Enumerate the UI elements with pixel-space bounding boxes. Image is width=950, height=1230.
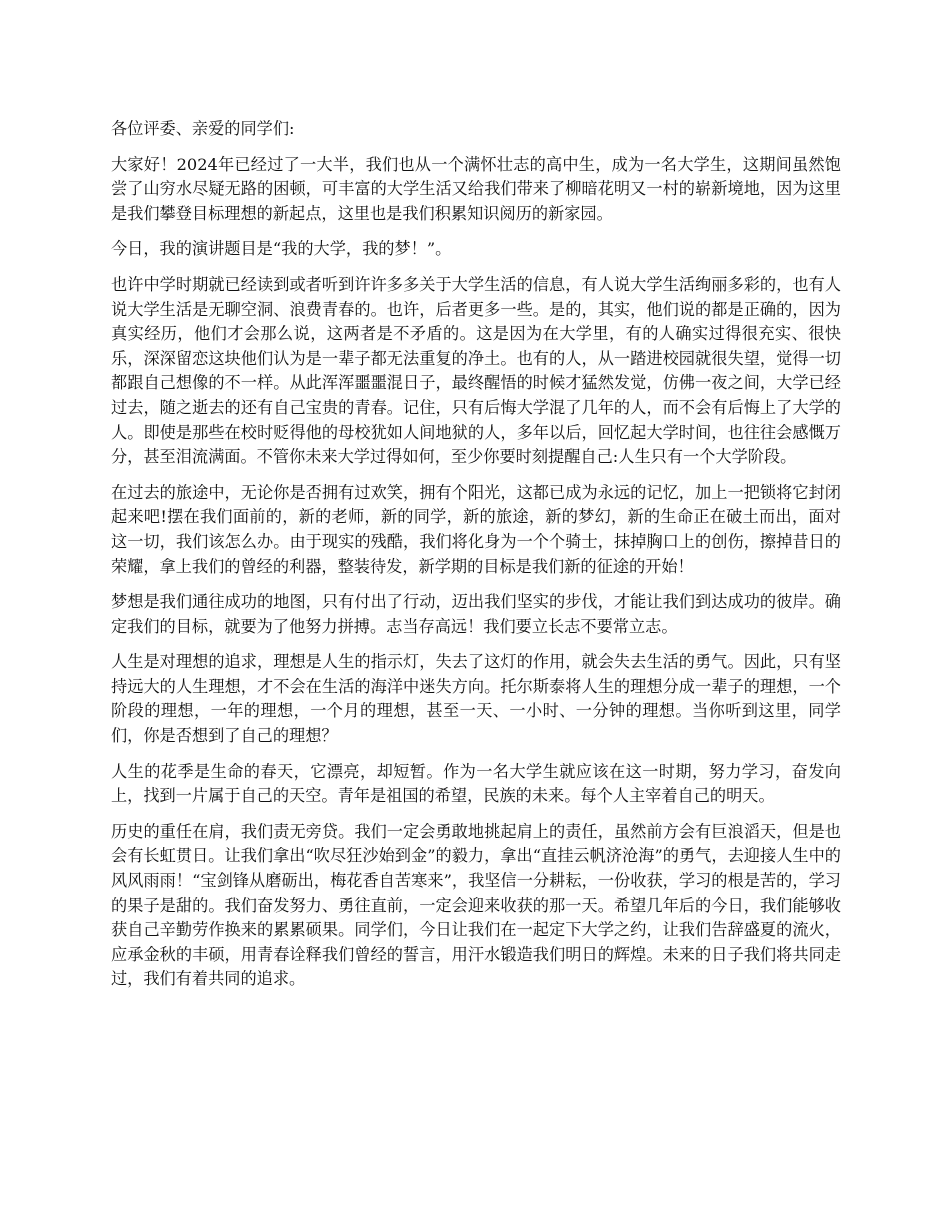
- paragraph: 大家好！2024年已经过了一大半，我们也从一个满怀壮志的高中生，成为一名大学生，这期间虽然饱尝了山穷水尽疑无路的困顿，可丰富的大学生活又给我们带来了柳暗花明又一村的崭新境地，因为这里是我们攀登目标理想的新起点，这里也是我们积累知识阅历的新家园。: [111, 154, 841, 223]
- paragraph: 也许中学时期就已经读到或者听到许许多多关于大学生活的信息，有人说大学生活绚丽多彩的，也有人说大学生活是无聊空洞、浪费青春的。也许，后者更多一些。是的，其实，他们说的都是正确的，因为真实经历，他们才会那么说，这两者是不矛盾的。这是因为在大学里，有的人确实过得很充实、很快乐，深深留恋这块他们认为是一辈子都无法重复的净土。也有的人，从一踏进校园就很失望，觉得一切都跟自己想像的不一样。从此浑浑噩噩混日子，最终醒悟的时候才猛然发觉，仿佛一夜之间，大学已经过去，随之逝去的还有自己宝贵的青春。记住，只有后悔大学混了几年的人，而不会有后悔上了大学的人。即使是那些在校时贬得他的母校犹如人间地狱的人，多年以后，回忆起大学时间，也往往会感慨万分，甚至泪流满面。不管你未来大学过得如何，至少你要时刻提醒自己:人生只有一个大学阶段。: [111, 274, 841, 467]
- paragraph: 人生是对理想的追求，理想是人生的指示灯，失去了这灯的作用，就会失去生活的勇气。因此，只有坚持远大的人生理想，才不会在生活的海洋中迷失方向。托尔斯泰将人生的理想分成一辈子的理想，一个阶段的理想，一年的理想，一个月的理想，甚至一天、一小时、一分钟的理想。当你听到这里，同学们，你是否想到了自己的理想？: [111, 652, 841, 746]
- paragraph: 历史的重任在肩，我们责无旁贷。我们一定会勇敢地挑起肩上的责任，虽然前方会有巨浪滔天，但是也会有长虹贯日。让我们拿出“吹尽狂沙始到金”的毅力，拿出“直挂云帆济沧海”的勇气，去迎接人生中的风风雨雨！“宝剑锋从磨砺出，梅花香自苦寒来”，我坚信一分耕耘，一份收获，学习的根是苦的，学习的果子是甜的。我们奋发努力、勇往直前，一定会迎来收获的那一天。希望几年后的今日，我们能够收获自己辛勤劳作换来的累累硕果。同学们，今日让我们在一起定下大学之约，让我们告辞盛夏的流火，应承金秋的丰硕，用青春诠释我们曾经的誓言，用汗水锻造我们明日的辉煌。未来的日子我们将共同走过，我们有着共同的追求。: [111, 821, 841, 989]
- salutation: 各位评委、亲爱的同学们:: [111, 119, 295, 138]
- paragraph: 梦想是我们通往成功的地图，只有付出了行动，迈出我们坚实的步伐，才能让我们到达成功的彼岸。确定我们的目标，就要为了他努力拼搏。志当存高远！我们要立长志不要常立志。: [111, 592, 841, 636]
- speech-document: [111, 117, 841, 1003]
- paragraph: 在过去的旅途中，无论你是否拥有过欢笑，拥有个阳光，这都已成为永远的记忆，加上一把锁将它封闭起来吧!摆在我们面前的，新的老师，新的同学，新的旅途，新的梦幻，新的生命正在破土而出，面对这一切，我们该怎么办。由于现实的残酷，我们将化身为一个个骑士，抹掉胸口上的创伤，擦掉昔日的荣耀，拿上我们的曾经的利器，整装待发，新学期的目标是我们新的征途的开始！: [111, 482, 841, 576]
- paragraph: 今日，我的演讲题目是“我的大学，我的梦！”。: [111, 239, 452, 259]
- paragraph: 人生的花季是生命的春天，它漂亮，却短暂。作为一名大学生就应该在这一时期，努力学习，奋发向上，找到一片属于自己的天空。青年是祖国的希望，民族的未来。每个人主宰着自己的明天。: [111, 761, 841, 806]
